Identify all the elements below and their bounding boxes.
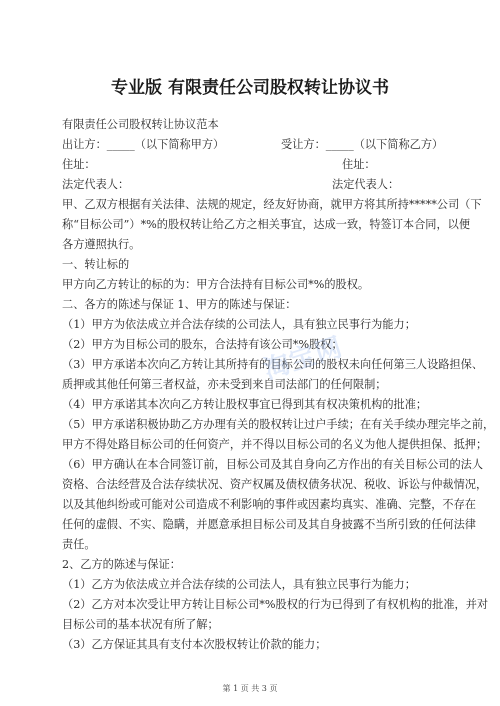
section-1-title: 一、转让标的 (62, 258, 130, 271)
party-a-clause: （2）甲方为目标公司的股东，合法持有该公司*%股权； (62, 338, 343, 351)
party-a-clause: （6）甲方确认在本合同签订前，目标公司及其自身向乙方作出的有关目标公司的法人 (62, 458, 484, 471)
party-a-clause: 甲方不得处路目标公司的任何资产，并不得以目标公司的名义为他人提供担保、抵押； (62, 438, 488, 451)
party-a-clause: 资格、合法经营及合法存续状况、资产权属及债权债务状况、税收、诉讼与仲裁情况， (62, 478, 488, 491)
party-b-clause: （3）乙方保证其具有支付本次股权转让价款的能力； (62, 638, 327, 651)
transferor-line: 出让方：_____（以下简称甲方） (62, 138, 225, 151)
page-footer: 第 1 页 共 3 页 (222, 684, 278, 693)
transferee-line: 受让方：_____（以下简称乙方） (281, 138, 444, 151)
address-right: 住址： (342, 158, 376, 171)
intro-line: 各方遵照执行。 (62, 238, 141, 251)
party-a-clause: 质押或其他任何第三者权益，亦未受到来自司法部门的任何限制； (62, 378, 387, 391)
section-2-title: 二、各方的陈述与保证 1、甲方的陈述与保证： (62, 298, 297, 311)
party-a-clause: （4）甲方承诺其本次向乙方转让股权事宜已得到其有权决策机构的批准； (62, 398, 428, 411)
section-1-body: 甲方向乙方转让的标的为：甲方合法持有目标公司*%的股权。 (62, 278, 370, 291)
document-title: 专业版 有限责任公司股权转让协议书 (111, 78, 389, 98)
party-b-clause: 目标公司的基本状况有所了解； (62, 618, 219, 631)
legal-rep-left: 法定代表人： (62, 178, 130, 191)
party-b-clause: （1）乙方为依法成立并合法存续的公司法人，具有独立民事行为能力； (62, 578, 416, 591)
party-a-clause: 任何的虚假、不实、隐瞒，并愿意承担目标公司及其自身披露不当所引致的任何法律 (62, 518, 476, 531)
party-b-clause: （2）乙方对本次受让甲方转让目标公司*%股权的行为已得到了有权机构的批准，并对 (62, 598, 489, 611)
party-a-clause: （5）甲方承诺积极协助乙方办理有关的股权转让过户手续；在有关手续办理完毕之前， (62, 418, 495, 431)
legal-rep-right: 法定代表人： (332, 178, 400, 191)
party-a-clause: 责任。 (62, 538, 96, 551)
party-a-clause: （3）甲方承诺本次向乙方转让其所持有的目标公司的股权未向任何第三人设路担保、 (62, 358, 484, 371)
party-b-title: 2、乙方的陈述与保证： (62, 558, 181, 571)
address-left: 住址： (62, 158, 96, 171)
party-a-clause: 以及其他纠纷或可能对公司造成不利影响的事件或因素均真实、准确、完整，不存在 (62, 498, 476, 511)
subtitle-line: 有限责任公司股权转让协议范本 (62, 118, 219, 131)
watermark: 淘宝网 (260, 332, 347, 386)
intro-line: 甲、乙双方根据有关法律、法规的规定，经友好协商，就甲方将其所持*****公司（下 (62, 198, 482, 211)
intro-line: 称“目标公司”）*%的股权转让给乙方之相关事宜，达成一致，特签订本合同，以便 (62, 218, 471, 231)
party-a-clause: （1）甲方为依法成立并合法存续的公司法人，具有独立民事行为能力； (62, 318, 416, 331)
